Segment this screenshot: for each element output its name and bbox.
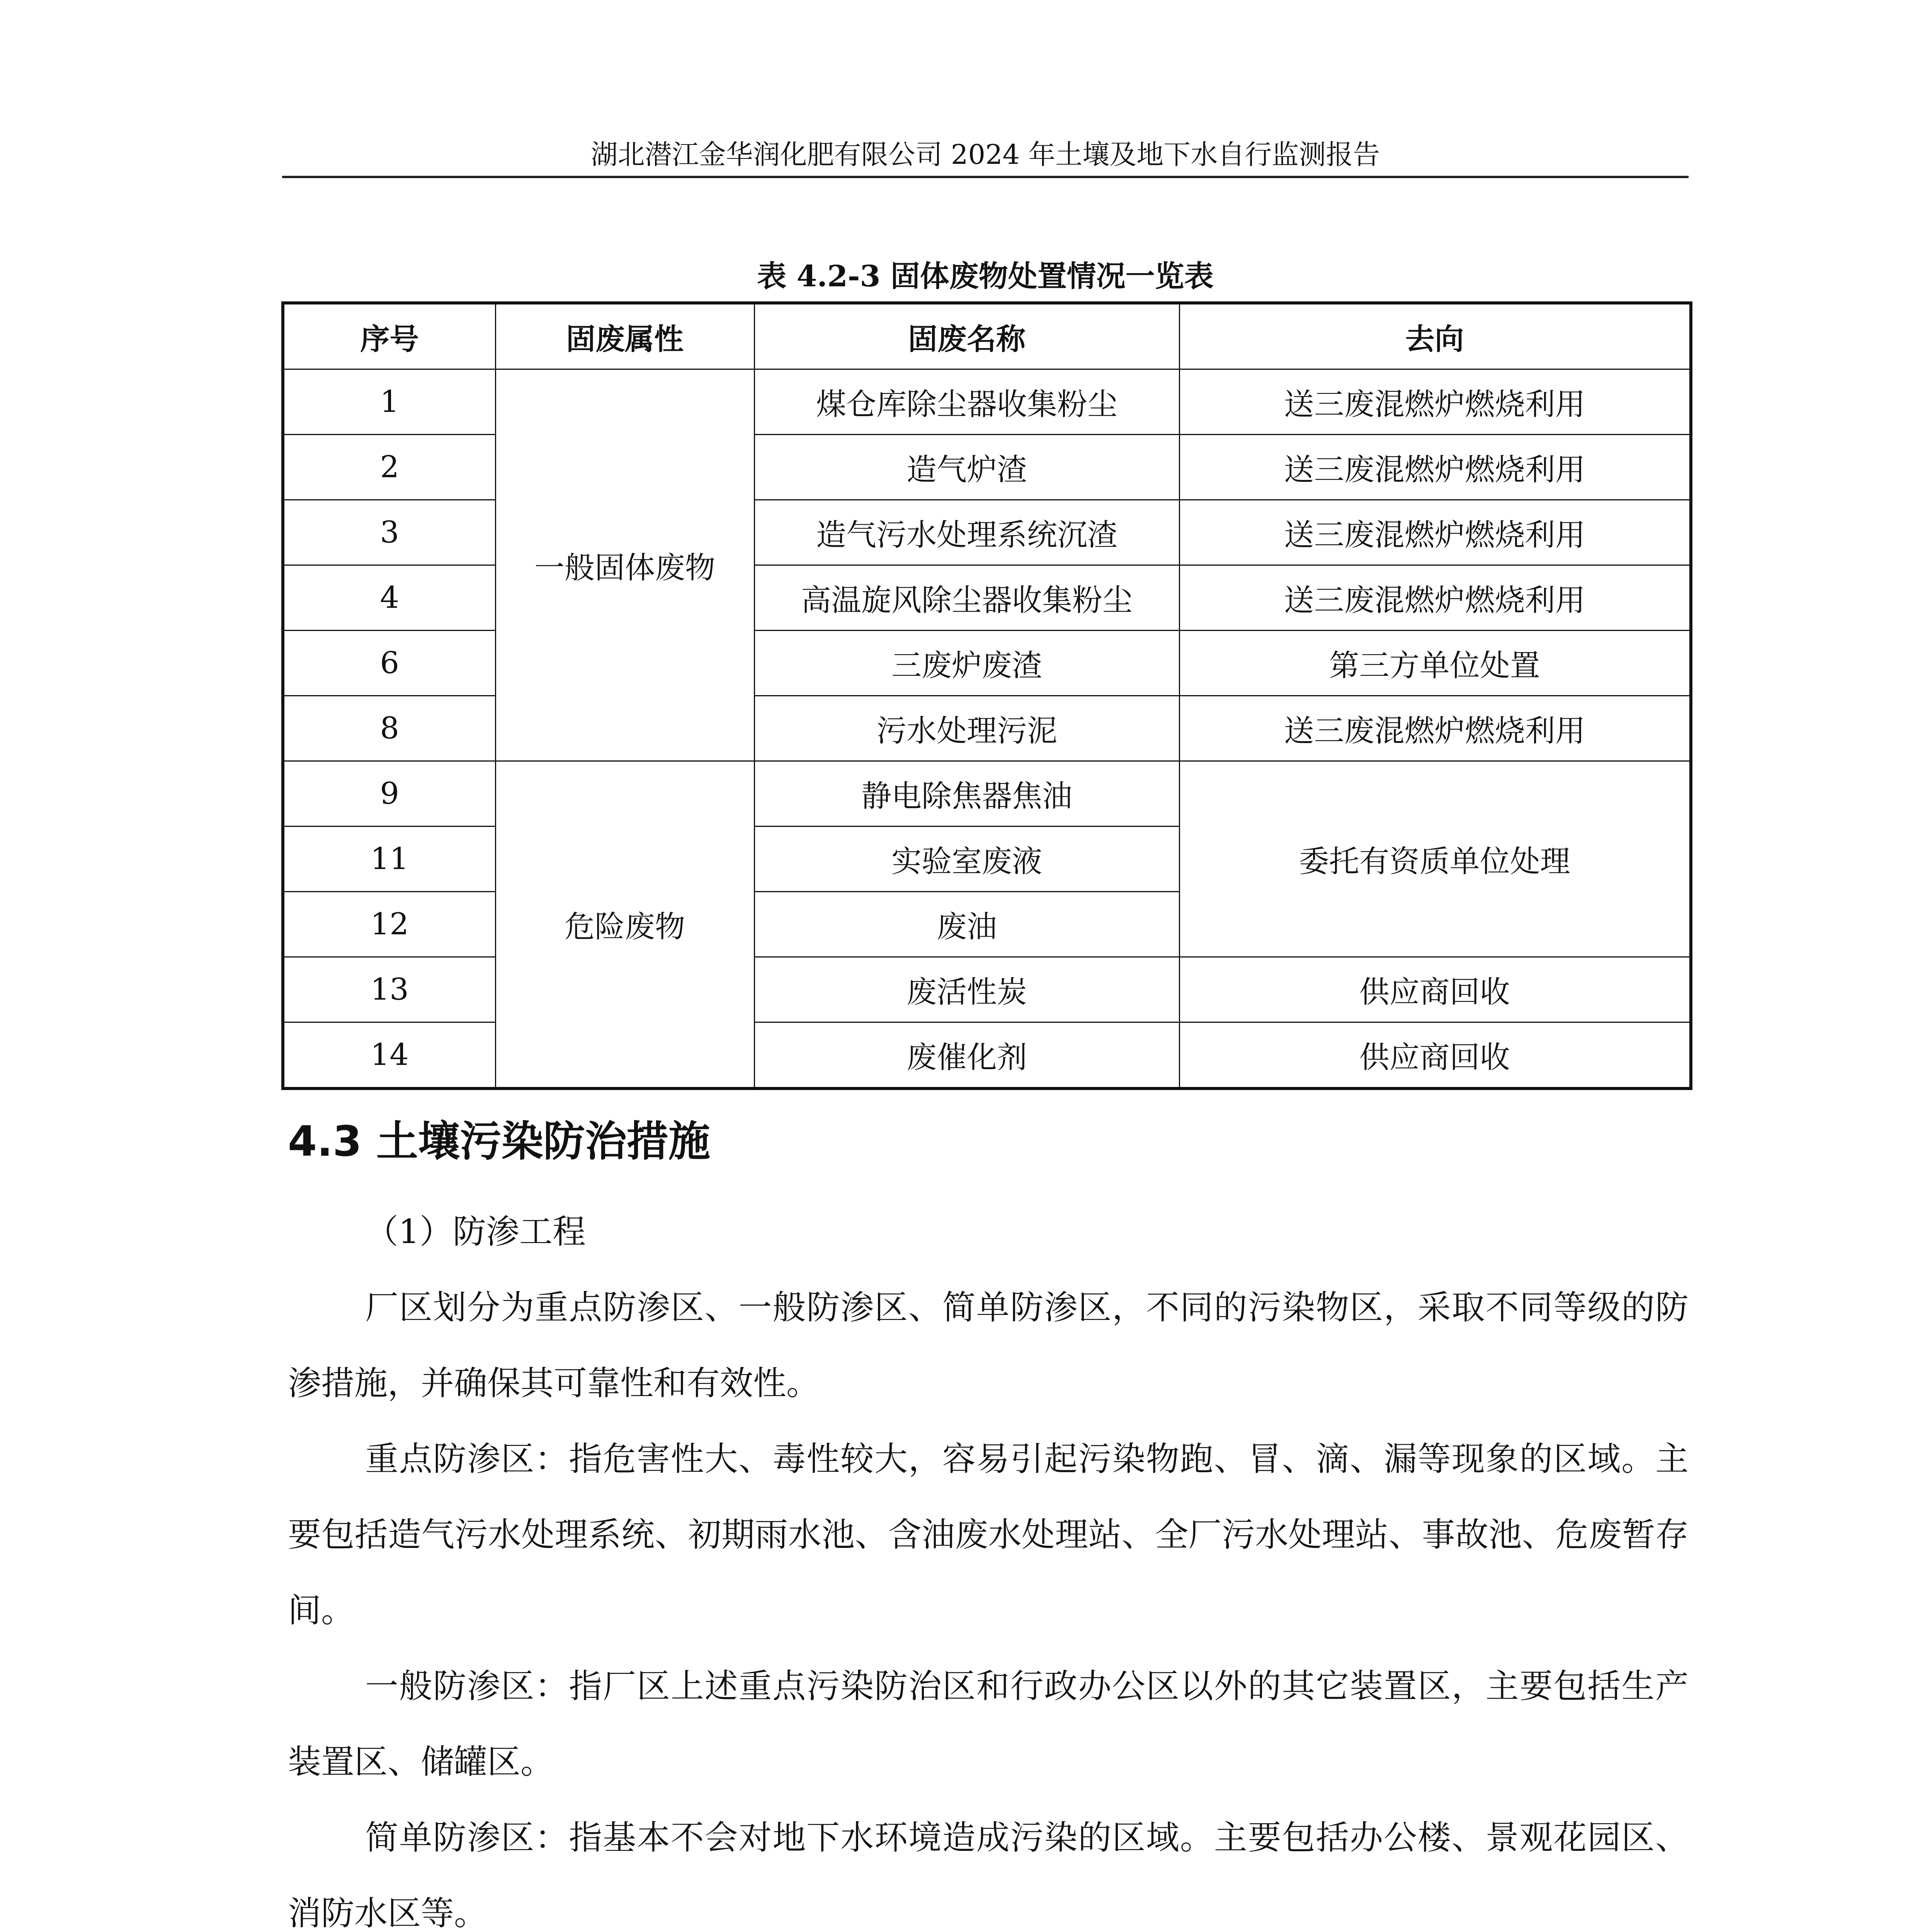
table-row bbox=[283, 631, 1691, 696]
cell-name: 造气炉渣 bbox=[754, 435, 1179, 500]
cell-category: 危险废物 bbox=[495, 761, 754, 1089]
cell-destination: 委托有资质单位处理 bbox=[1179, 761, 1691, 957]
cell-name: 三废炉废渣 bbox=[754, 631, 1179, 696]
cell-destination: 供应商回收 bbox=[1179, 957, 1691, 1022]
solid-waste-table bbox=[281, 301, 1692, 1090]
cell-name: 造气污水处理系统沉渣 bbox=[754, 500, 1179, 565]
running-header: 湖北潜江金华润化肥有限公司 2024 年土壤及地下水自行监测报告 bbox=[590, 139, 1380, 170]
cell-name: 污水处理污泥 bbox=[754, 696, 1179, 761]
cell-category: 一般固体废物 bbox=[495, 369, 754, 761]
paragraph: 重点防渗区：指危害性大、毒性较大，容易引起污染物跑、冒、滴、漏等现象的区域。主要包括造气污水处理系统、初期雨水池、含油废水处理站、全厂污水处理站、事故池、危废暂存间。 bbox=[288, 1440, 1689, 1630]
table-row bbox=[283, 957, 1691, 1022]
cell-no: 11 bbox=[283, 827, 495, 892]
column-header-no: 序号 bbox=[283, 303, 495, 369]
column-header-category: 固废属性 bbox=[495, 303, 754, 369]
cell-name: 废活性炭 bbox=[754, 957, 1179, 1022]
cell-name: 高温旋风除尘器收集粉尘 bbox=[754, 565, 1179, 631]
cell-destination: 送三废混燃炉燃烧利用 bbox=[1179, 435, 1691, 500]
paragraph: 一般防渗区：指厂区上述重点污染防治区和行政办公区以外的其它装置区，主要包括生产装置区、储罐区。 bbox=[288, 1667, 1689, 1781]
cell-name: 废油 bbox=[754, 892, 1179, 957]
table-row bbox=[283, 696, 1691, 761]
cell-name: 废催化剂 bbox=[754, 1022, 1179, 1089]
header-rule bbox=[282, 176, 1689, 178]
cell-name: 实验室废液 bbox=[754, 827, 1179, 892]
paragraph: 厂区划分为重点防渗区、一般防渗区、简单防渗区，不同的污染物区，采取不同等级的防渗措施，并确保其可靠性和有效性。 bbox=[288, 1288, 1689, 1403]
cell-no: 13 bbox=[283, 957, 495, 1022]
paragraph-subheading: （1）防渗工程 bbox=[365, 1213, 586, 1251]
table-row bbox=[283, 1022, 1691, 1089]
cell-no: 1 bbox=[283, 369, 495, 435]
cell-no: 4 bbox=[283, 565, 495, 631]
cell-no: 8 bbox=[283, 696, 495, 761]
cell-no: 2 bbox=[283, 435, 495, 500]
table-row bbox=[283, 369, 1691, 435]
section-body bbox=[288, 1194, 1689, 1932]
table-row bbox=[283, 761, 1691, 827]
cell-destination: 第三方单位处置 bbox=[1179, 631, 1691, 696]
cell-no: 12 bbox=[283, 892, 495, 957]
cell-destination: 供应商回收 bbox=[1179, 1022, 1691, 1089]
table-row bbox=[283, 565, 1691, 631]
cell-no: 9 bbox=[283, 761, 495, 827]
table-row bbox=[283, 435, 1691, 500]
cell-destination: 送三废混燃炉燃烧利用 bbox=[1179, 696, 1691, 761]
cell-no: 14 bbox=[283, 1022, 495, 1089]
cell-name: 静电除焦器焦油 bbox=[754, 761, 1179, 827]
column-header-name: 固废名称 bbox=[754, 303, 1179, 369]
section-heading: 4.3 土壤污染防治措施 bbox=[288, 1117, 710, 1166]
table-row bbox=[283, 500, 1691, 565]
paragraph: 简单防渗区：指基本不会对地下水环境造成污染的区域。主要包括办公楼、景观花园区、消防水区等。 bbox=[288, 1818, 1689, 1932]
cell-name: 煤仓库除尘器收集粉尘 bbox=[754, 369, 1179, 435]
cell-destination: 送三废混燃炉燃烧利用 bbox=[1179, 565, 1691, 631]
table-caption: 表 4.2-3 固体废物处置情况一览表 bbox=[757, 259, 1214, 293]
cell-no: 6 bbox=[283, 631, 495, 696]
cell-destination: 送三废混燃炉燃烧利用 bbox=[1179, 369, 1691, 435]
cell-destination: 送三废混燃炉燃烧利用 bbox=[1179, 500, 1691, 565]
table-header-row bbox=[283, 303, 1691, 369]
cell-no: 3 bbox=[283, 500, 495, 565]
column-header-destination: 去向 bbox=[1179, 303, 1691, 369]
